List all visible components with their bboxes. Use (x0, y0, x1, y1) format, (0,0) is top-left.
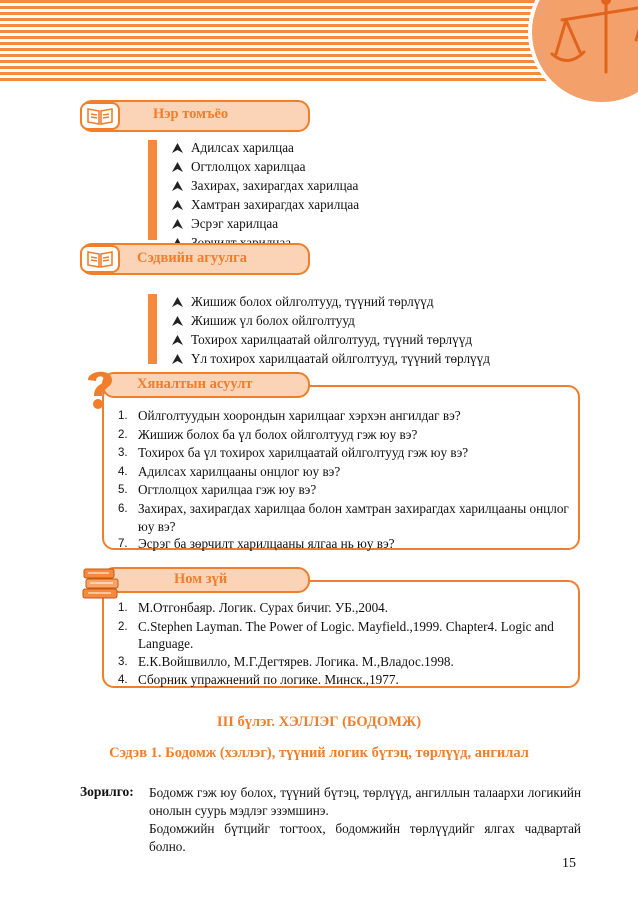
list-item: 6. Захирах, захирагдах харилцаа болон хамтран захирагдах харилцааны онцлог юу вэ? (118, 500, 569, 534)
arrow-bullet-icon (172, 162, 183, 172)
content-list (172, 292, 490, 368)
list-item: Адилсах харилцаа (172, 138, 359, 157)
scales-emblem (528, 0, 638, 106)
page-number: 15 (562, 856, 576, 871)
list-item: 4. Адилсах харилцааны онцлог юу вэ? (118, 463, 341, 479)
arrow-bullet-icon (172, 200, 183, 210)
list-item: Огтлолцох харилцаа (172, 157, 359, 176)
list-item: 1. М.Отгонбаяр. Логик. Сурах бичиг. УБ.,2004. (118, 600, 389, 615)
goal-label: Зорилго: (80, 784, 134, 799)
books-list (118, 599, 576, 690)
arrow-bullet-icon (172, 335, 183, 345)
list-item: Жишиж болох ойлголтууд, түүний төрлүүд (172, 292, 490, 311)
list-item: 3. Е.К.Войшвилло, М.Г.Дегтярев. Логика. М.,Владос.1998. (118, 653, 454, 669)
question-mark-icon (80, 366, 120, 410)
goal-paragraph: Бодомжийн бүтцийг тогтоох, бодомжийн төрлүүдийг ялгах чадвартай болно. (149, 821, 581, 854)
arrow-bullet-icon (172, 181, 183, 191)
list-item: 5. Огтлолцох харилцаа гэж юу вэ? (118, 482, 317, 498)
list-item: 2. Жишиж болох ба үл болох ойлголтууд гэж юу вэ? (118, 426, 418, 442)
topic-title: Сэдэв 1. Бодомж (хэллэг), түүний логик бүтэц, төрлүүд, ангилал (109, 745, 529, 761)
book-icon (80, 102, 120, 130)
terms-title: Нэр томъёо (153, 106, 229, 122)
list-item: Захирах, захирагдах харилцаа (172, 176, 359, 195)
questions-title: Хяналтын асуулт (137, 376, 253, 392)
arrow-bullet-icon (172, 316, 183, 326)
book-icon (80, 245, 120, 273)
list-item: 7. Эсрэг ба зөрчилт харилцааны ялгаа нь юу вэ? (118, 536, 395, 552)
scales-icon (532, 0, 638, 102)
goal-paragraph: Бодомж гэж юу болох, түүний бүтэц, төрлүүд, ангиллын талаархи логикийн онолын суурь мэдлэг эзэмшинэ. (149, 785, 581, 818)
arrow-bullet-icon (172, 219, 183, 229)
list-item: Жишиж үл болох ойлголтууд (172, 311, 490, 330)
arrow-bullet-icon (172, 354, 183, 364)
content-side-bar (148, 294, 157, 364)
arrow-bullet-icon (172, 297, 183, 307)
list-item: 4. Сборник упражнений по логике. Минск.,1977. (118, 672, 399, 688)
list-item: 3. Тохирох ба үл тохирох харилцаатай ойлголтууд гэж юу вэ? (118, 445, 469, 461)
list-item: Тохирох харилцаатай ойлголтууд, түүний төрлүүд (172, 330, 490, 349)
terms-list (172, 138, 359, 252)
chapter-title: III бүлэг. ХЭЛЛЭГ (БОДОМЖ) (216, 714, 422, 730)
books-title: Ном зүй (174, 571, 228, 587)
list-item: Үл тохирох харилцаатай ойлголтууд, түүний төрлүүд (172, 349, 490, 368)
terms-side-bar (148, 140, 157, 240)
books-stack-icon (79, 563, 123, 603)
questions-list (118, 407, 570, 554)
list-item: 2. C.Stephen Layman. The Power of Logic. Mayfield.,1999. Chapter4. Logic and Language. (118, 618, 554, 652)
arrow-bullet-icon (172, 143, 183, 153)
list-item: 1. Ойлголтуудын хоорондын харилцааг хэрхэн ангилдаг вэ? (118, 408, 461, 423)
list-item: Хамтран захирагдах харилцаа (172, 195, 359, 214)
list-item: Эсрэг харилцаа (172, 214, 359, 233)
content-title: Сэдвийн агуулга (137, 250, 247, 266)
